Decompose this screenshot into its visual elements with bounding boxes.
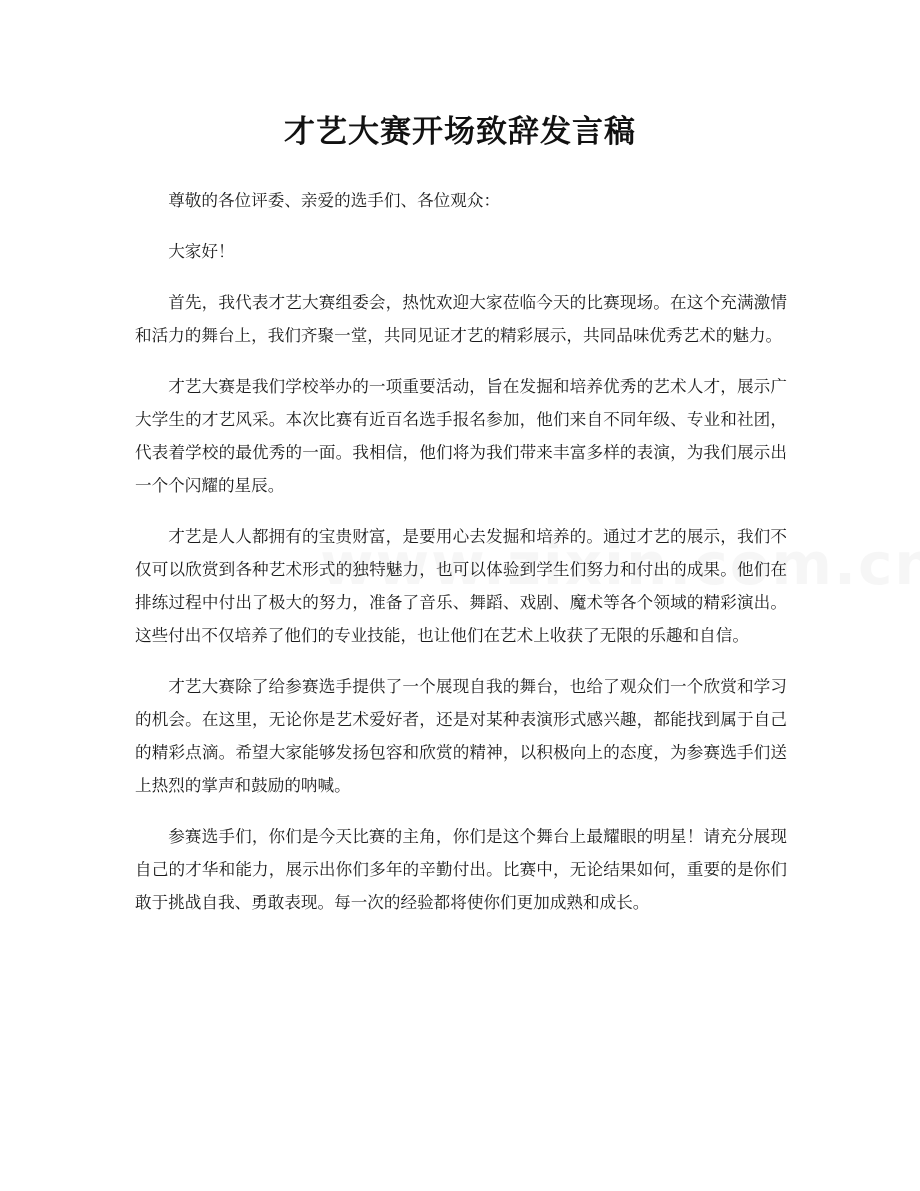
- document-body: [135, 184, 787, 937]
- audience-paragraph: 才艺大赛除了给参赛选手提供了一个展现自我的舞台，也给了观众们一个欣赏和学习的机会。在这里，无论你是艺术爱好者，还是对某种表演形式感兴趣，都能找到属于自己的精彩点滴。希望大家能够发扬包容和欣赏的精神，以积极向上的态度，为参赛选手们送上热烈的掌声和鼓励的呐喊。: [135, 677, 787, 795]
- event-intro-paragraph: 才艺大赛是我们学校举办的一项重要活动，旨在发掘和培养优秀的艺术人才，展示广大学生的才艺风采。本次比赛有近百名选手报名参加，他们来自不同年级、专业和社团，代表着学校的最优秀的一面。我相信，他们将为我们带来丰富多样的表演，为我们展示出一个个闪耀的星辰。: [135, 377, 787, 495]
- document-title: 才艺大赛开场致辞发言稿: [284, 114, 636, 150]
- talent-value-paragraph: 才艺是人人都拥有的宝贵财富，是要用心去发掘和培养的。通过才艺的展示，我们不仅可以欣赏到各种艺术形式的独特魅力，也可以体验到学生们努力和付出的成果。他们在排练过程中付出了极大的努力，准备了音乐、舞蹈、戏剧、魔术等各个领域的精彩演出。这些付出不仅培养了他们的专业技能，也让他们在艺术上收获了无限的乐趣和自信。: [135, 527, 787, 645]
- contestants-paragraph: 参赛选手们，你们是今天比赛的主角，你们是这个舞台上最耀眼的明星！请充分展现自己的才华和能力，展示出你们多年的辛勤付出。比赛中，无论结果如何，重要的是你们敢于挑战自我、勇敢表现。每一次的经验都将使你们更加成熟和成长。: [135, 827, 787, 912]
- welcome-paragraph: 首先，我代表才艺大赛组委会，热忱欢迎大家莅临今天的比赛现场。在这个充满激情和活力的舞台上，我们齐聚一堂，共同见证才艺的精彩展示，共同品味优秀艺术的魅力。: [135, 293, 787, 345]
- greeting-paragraph: 大家好！: [168, 242, 235, 261]
- salutation-paragraph: 尊敬的各位评委、亲爱的选手们、各位观众：: [168, 191, 501, 210]
